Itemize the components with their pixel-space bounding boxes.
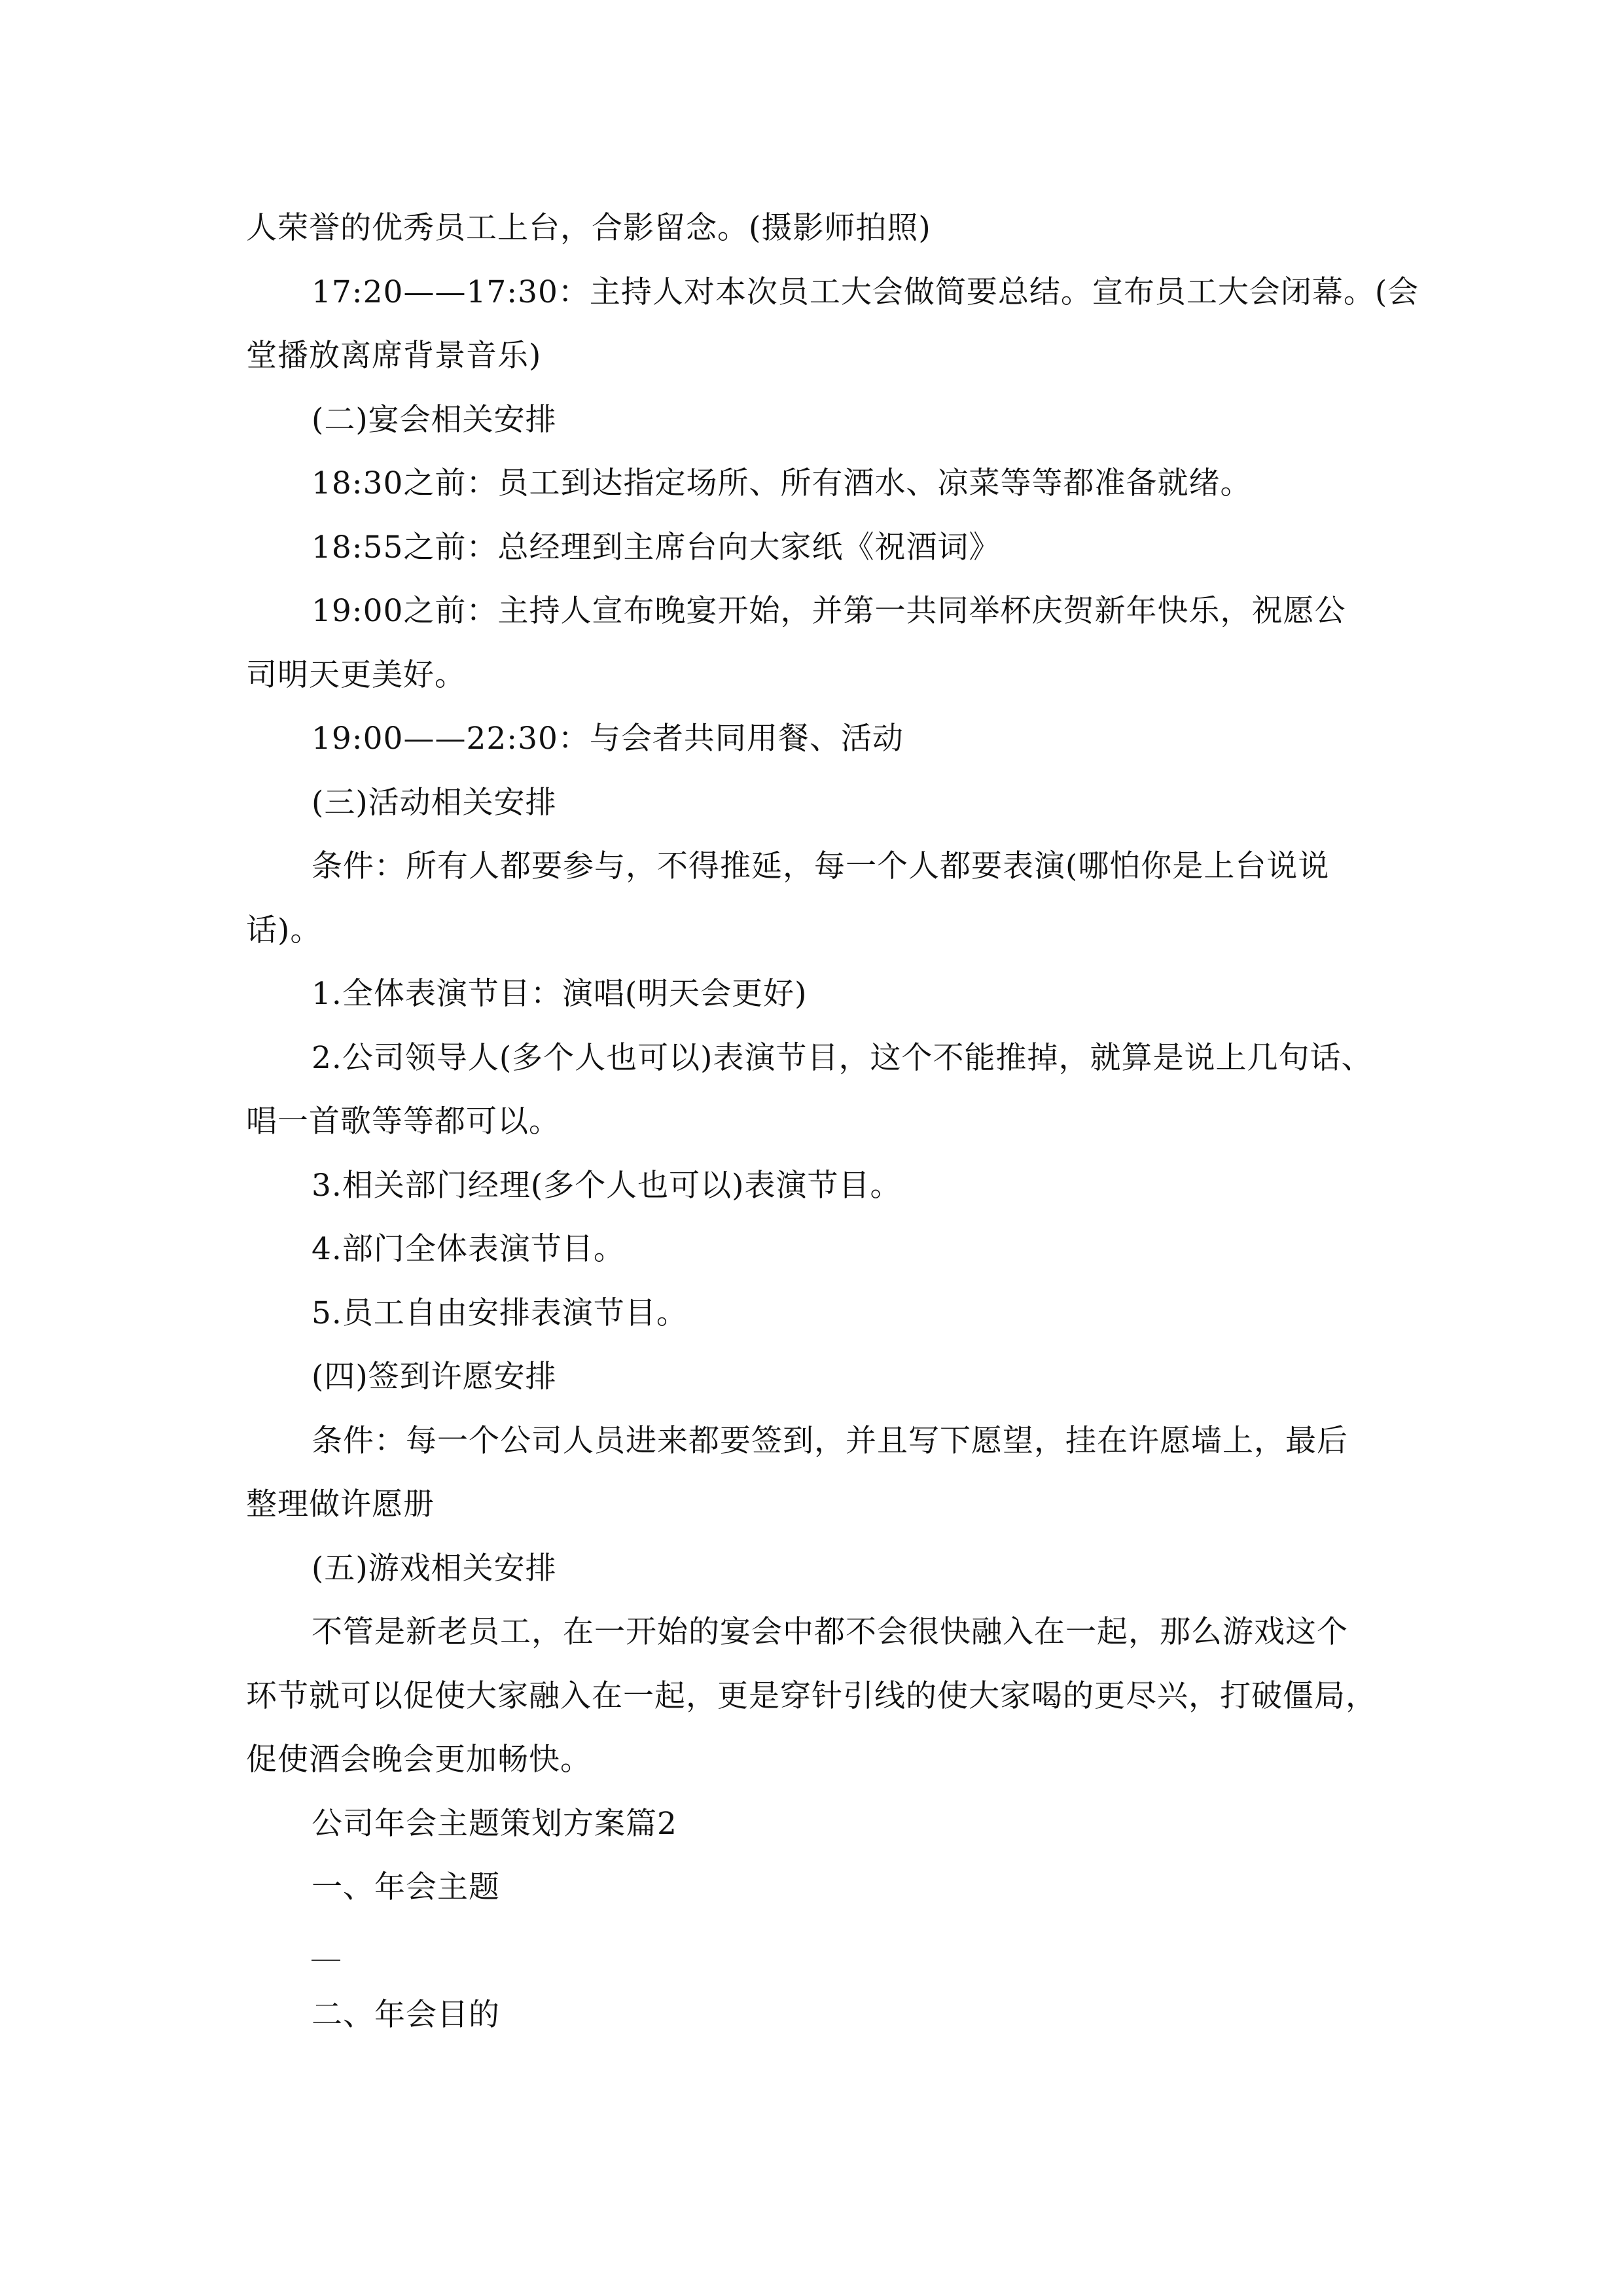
text-line: (三)活动相关安排 bbox=[312, 784, 557, 821]
text-line: 18:30之前：员工到达指定场所、所有酒水、凉菜等等都准备就绪。 bbox=[312, 465, 1252, 501]
text-line: 人荣誉的优秀员工上台，合影留念。(摄影师拍照) bbox=[246, 210, 931, 246]
text-line: 一、年会主题 bbox=[312, 1869, 500, 1905]
text-line: 司明天更美好。 bbox=[246, 656, 466, 693]
text-line: 条件：所有人都要参与，不得推延，每一个人都要表演(哪怕你是上台说说 bbox=[312, 848, 1330, 884]
text-line: 促使酒会晚会更加畅快。 bbox=[246, 1742, 592, 1778]
dash-mark bbox=[312, 1960, 340, 1961]
text-line: (四)签到许愿安排 bbox=[312, 1359, 557, 1395]
section-heading-goal: 二、年会目的 bbox=[312, 1997, 500, 2033]
text-line: 整理做许愿册 bbox=[246, 1486, 435, 1522]
text-line: (二)宴会相关安排 bbox=[312, 401, 557, 438]
text-line: 环节就可以促使大家融入在一起，更是穿针引线的使大家喝的更尽兴，打破僵局， bbox=[246, 1677, 1377, 1714]
text-line: 话)。 bbox=[246, 912, 322, 948]
paragraph-list bbox=[246, 196, 1419, 1920]
text-line: 5.员工自由安排表演节目。 bbox=[312, 1295, 688, 1331]
text-line: 不管是新老员工，在一开始的宴会中都不会很快融入在一起，那么游戏这个 bbox=[312, 1614, 1348, 1650]
text-line: 堂播放离席背景音乐) bbox=[246, 338, 542, 374]
text-line: 1.全体表演节目：演唱(明天会更好) bbox=[312, 976, 808, 1012]
text-line: 2.公司领导人(多个人也可以)表演节目，这个不能推掉，就算是说上几句话、 bbox=[312, 1039, 1373, 1076]
text-line: 3.相关部门经理(多个人也可以)表演节目。 bbox=[312, 1167, 902, 1204]
blank-theme-placeholder bbox=[246, 1920, 1378, 1984]
text-line: 唱一首歌等等都可以。 bbox=[246, 1103, 560, 1139]
text-line: 18:55之前：总经理到主席台向大家纸《祝酒词》 bbox=[312, 529, 1001, 565]
text-line: (五)游戏相关安排 bbox=[312, 1550, 557, 1587]
document-body bbox=[246, 196, 1419, 2047]
text-line: 17:20——17:30：主持人对本次员工大会做简要总结。宣布员工大会闭幕。(会 bbox=[312, 274, 1419, 310]
text-line: 19:00之前：主持人宣布晚宴开始，并第一共同举杯庆贺新年快乐，祝愿公 bbox=[312, 593, 1346, 629]
text-line: 19:00——22:30：与会者共同用餐、活动 bbox=[312, 721, 904, 757]
text-line: 公司年会主题策划方案篇2 bbox=[312, 1805, 677, 1842]
text-line: 条件：每一个公司人员进来都要签到，并且写下愿望，挂在许愿墙上，最后 bbox=[312, 1422, 1348, 1459]
text-line: 4.部门全体表演节目。 bbox=[312, 1231, 625, 1267]
